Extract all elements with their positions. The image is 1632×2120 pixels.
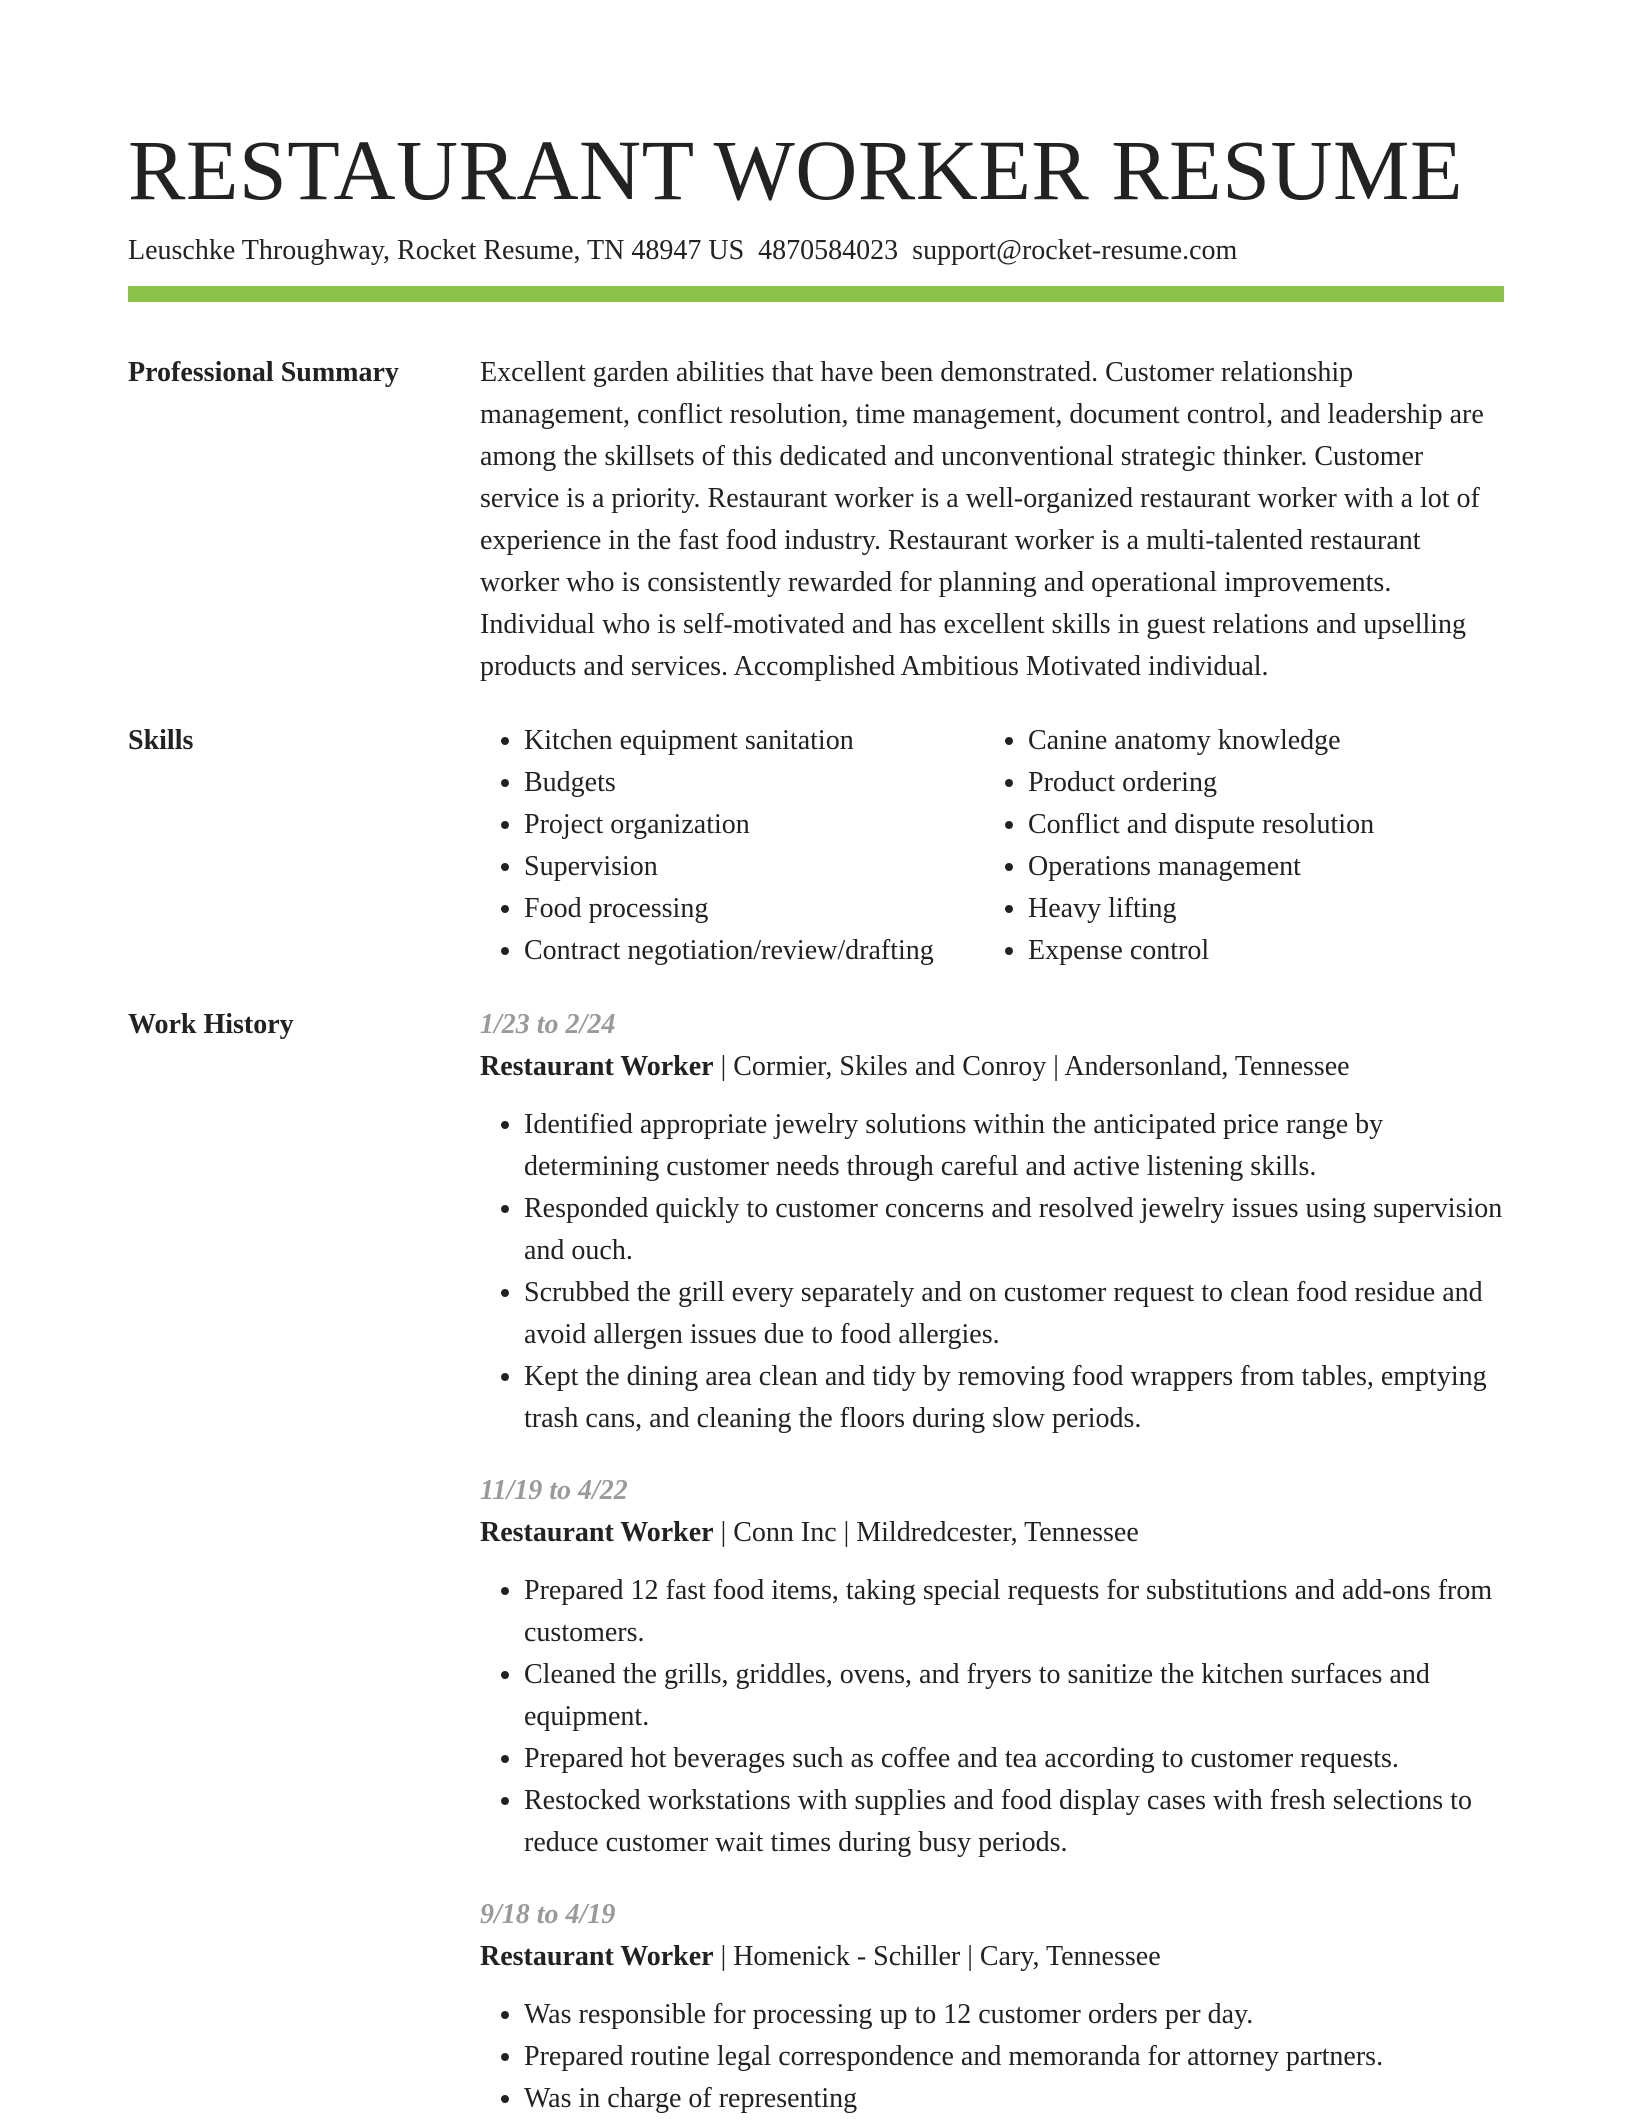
work-history-heading: Work History [128,1009,294,1040]
skill-item: • Conflict and dispute resolution [1028,804,1504,846]
job-duty: • Restocked workstations with supplies and food display cases with fresh selections to reduce customer wait times during busy periods. [524,1780,1504,1864]
resume-page [128,0,1504,2120]
contact-line [128,232,1504,270]
job-duty: • Responded quickly to customer concerns and resolved jewelry issues using supervision and ouch. [524,1188,1504,1272]
job-duty: • Identified appropriate jewelry solutions within the anticipated price range by determining customer needs through careful and active listening skills. [524,1104,1504,1188]
job-entry [480,1470,1504,1864]
separator: | [720,1051,734,1082]
job-employer: Homenick - Schiller [733,1941,961,1972]
job-duty: • Kept the dining area clean and tidy by removing food wrappers from tables, emptying trash cans, and cleaning the floors during slow periods. [524,1356,1504,1440]
job-duties [480,1994,1504,2120]
summary-heading: Professional Summary [128,357,399,388]
skill-item: • Supervision [524,846,984,888]
job-duties [480,1570,1504,1864]
skill-item: • Canine anatomy knowledge [1028,720,1504,762]
job-duties [480,1104,1504,1440]
separator: | [720,1941,734,1972]
job-dates: 11/19 to 4/22 [480,1475,628,1506]
job-heading [480,1046,1504,1088]
job-location: Andersonland, Tennessee [1064,1051,1350,1082]
job-title: Restaurant Worker [480,1941,714,1972]
skill-item: • Operations management [1028,846,1504,888]
separator: | [843,1517,857,1548]
address-text: Leuschke Throughway, Rocket Resume, TN 48947 US [128,235,745,266]
skill-item: • Expense control [1028,930,1504,972]
email-text: support@rocket-resume.com [912,235,1238,266]
skills-columns [480,720,1504,972]
job-duty: • Was responsible for processing up to 12 customer orders per day. [524,1994,1504,2036]
summary-text: Excellent garden abilities that have been demonstrated. Customer relationship management, conflict resolution, time management, document control, and leadership are among the skillsets of this dedicated and unconventional strategic thinker. Customer service is a priority. Restaurant worker is a well-organized restaurant worker with a lot of experience in the fast food industry. Restaurant worker is a multi-talented restaurant worker who is consistently rewarded for planning and operational improvements. Individual who is self-motivated and has excellent skills in guest relations and upselling products and services. Accomplished Ambitious Motivated individual. [480,357,1484,682]
separator: | [1053,1051,1065,1082]
separator: | [720,1517,734,1548]
skill-item: • Contract negotiation/review/drafting [524,930,984,972]
phone-text: 4870584023 [758,235,899,266]
job-duty: • Prepared routine legal correspondence and memoranda for attorney partners. [524,2036,1504,2078]
job-duty: • Scrubbed the grill every separately and on customer request to clean food residue and avoid allergen issues due to food allergies. [524,1272,1504,1356]
skill-item: • Product ordering [1028,762,1504,804]
job-dates: 1/23 to 2/24 [480,1009,616,1040]
skills-heading: Skills [128,725,194,756]
job-title: Restaurant Worker [480,1051,714,1082]
summary-body [480,352,1504,688]
job-duty: • Prepared hot beverages such as coffee and tea according to customer requests. [524,1738,1504,1780]
job-entry [480,1894,1504,2120]
skills-section [128,720,1504,972]
accent-divider [128,286,1504,302]
job-location: Cary, Tennessee [979,1941,1161,1972]
job-location: Mildredcester, Tennessee [856,1517,1139,1548]
skills-body [480,720,1504,972]
skills-list-right [984,720,1504,972]
job-entry [480,1004,1504,1440]
skill-item: • Budgets [524,762,984,804]
job-heading [480,1936,1504,1978]
job-heading [480,1512,1504,1554]
work-history-section [128,1004,1504,2120]
resume-title: RESTAURANT WORKER RESUME [128,122,1464,218]
skill-item: • Food processing [524,888,984,930]
job-duty: • Cleaned the grills, griddles, ovens, and fryers to sanitize the kitchen surfaces and equipment. [524,1654,1504,1738]
job-employer: Cormier, Skiles and Conroy [733,1051,1047,1082]
job-employer: Conn Inc [733,1517,837,1548]
skill-item: • Heavy lifting [1028,888,1504,930]
job-dates: 9/18 to 4/19 [480,1899,616,1930]
skill-item: • Project organization [524,804,984,846]
skill-item: • Kitchen equipment sanitation [524,720,984,762]
summary-section [128,352,1504,688]
job-duty: • Prepared 12 fast food items, taking special requests for substitutions and add-ons from customers. [524,1570,1504,1654]
skills-list-left [480,720,984,972]
separator: | [967,1941,980,1972]
work-history-body [480,1004,1504,2120]
job-title: Restaurant Worker [480,1517,714,1548]
job-duty: • Was in charge of representing [524,2078,1504,2120]
